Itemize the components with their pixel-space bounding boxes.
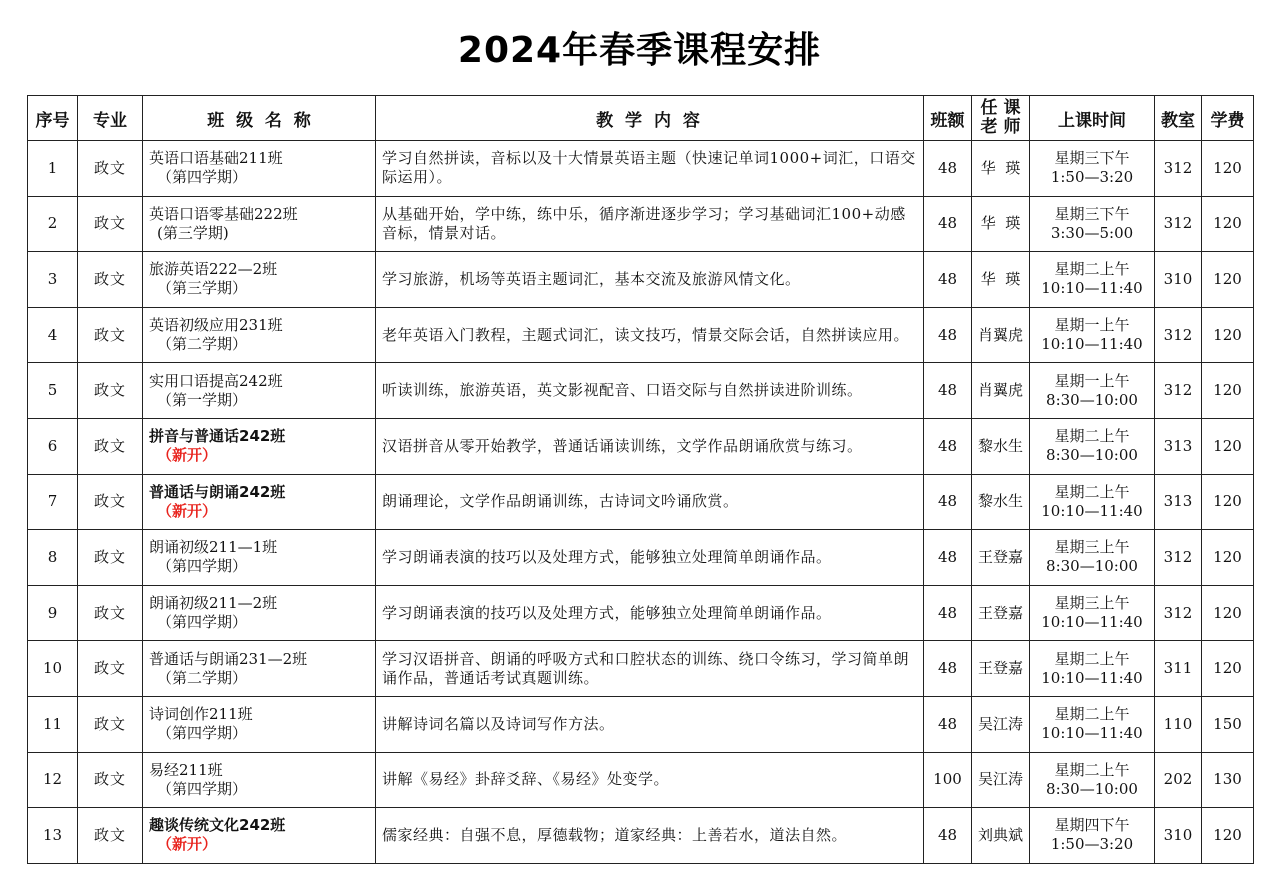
class-day: 星期三上午 — [1054, 538, 1130, 557]
cell-time — [1030, 752, 1155, 808]
class-hours: 10:10—11:40 — [1041, 724, 1143, 743]
cell-quota: 48 — [924, 307, 972, 363]
header-class-name: 班 级 名 称 — [143, 96, 376, 141]
cell-time — [1030, 696, 1155, 752]
cell-class-name — [143, 474, 376, 530]
table-row — [28, 141, 1254, 197]
class-day: 星期二上午 — [1054, 760, 1130, 779]
class-day: 星期二上午 — [1054, 260, 1130, 279]
header-room: 教室 — [1155, 96, 1202, 141]
cell-teacher: 王登嘉 — [972, 585, 1030, 641]
cell-teacher: 黎水生 — [972, 418, 1030, 474]
cell-quota: 48 — [924, 474, 972, 530]
cell-content: 学习旅游，机场等英语主题词汇，基本交流及旅游风情文化。 — [376, 252, 924, 308]
cell-time — [1030, 196, 1155, 252]
header-time: 上课时间 — [1030, 96, 1155, 141]
table-row — [28, 808, 1254, 864]
table-row — [28, 696, 1254, 752]
new-badge: （新开） — [157, 501, 218, 520]
class-term: （第一学期） — [157, 390, 248, 409]
cell-time — [1030, 252, 1155, 308]
cell-class-name — [143, 141, 376, 197]
cell-fee: 120 — [1202, 418, 1254, 474]
cell-class-name — [143, 641, 376, 697]
table-row — [28, 418, 1254, 474]
cell-fee: 130 — [1202, 752, 1254, 808]
cell-fee: 120 — [1202, 141, 1254, 197]
cell-teacher: 王登嘉 — [972, 641, 1030, 697]
cell-no: 11 — [28, 696, 78, 752]
class-day: 星期三下午 — [1054, 149, 1130, 168]
class-hours: 1:50—3:20 — [1050, 168, 1134, 187]
cell-room: 312 — [1155, 141, 1202, 197]
class-hours: 8:30—10:00 — [1046, 779, 1138, 798]
header-fee: 学费 — [1202, 96, 1254, 141]
cell-room: 312 — [1155, 585, 1202, 641]
cell-room: 310 — [1155, 808, 1202, 864]
class-name: 拼音与普通话242班 — [149, 427, 286, 446]
class-term: （第四学期） — [157, 613, 248, 632]
cell-teacher: 刘典斌 — [972, 808, 1030, 864]
cell-quota: 48 — [924, 696, 972, 752]
table-row — [28, 196, 1254, 252]
class-name: 旅游英语222—2班 — [149, 260, 278, 279]
class-hours: 8:30—10:00 — [1046, 390, 1138, 409]
class-term: (第三学期) — [157, 223, 229, 242]
cell-class-name — [143, 585, 376, 641]
cell-major: 政文 — [78, 418, 143, 474]
cell-quota: 48 — [924, 196, 972, 252]
cell-room: 313 — [1155, 418, 1202, 474]
header-quota: 班额 — [924, 96, 972, 141]
cell-content: 学习自然拼读，音标以及十大情景英语主题（快速记单词1000+词汇，口语交际运用）。 — [376, 141, 924, 197]
cell-room: 313 — [1155, 474, 1202, 530]
class-name: 普通话与朗诵242班 — [149, 482, 286, 501]
cell-time — [1030, 585, 1155, 641]
cell-quota: 48 — [924, 252, 972, 308]
table-row — [28, 307, 1254, 363]
cell-time — [1030, 474, 1155, 530]
cell-class-name — [143, 307, 376, 363]
table-row — [28, 474, 1254, 530]
cell-teacher: 黎水生 — [972, 474, 1030, 530]
cell-major: 政文 — [78, 474, 143, 530]
class-hours: 10:10—11:40 — [1041, 668, 1143, 687]
cell-room: 312 — [1155, 307, 1202, 363]
class-term: （第四学期） — [157, 557, 248, 576]
cell-major: 政文 — [78, 808, 143, 864]
cell-teacher: 吴江涛 — [972, 752, 1030, 808]
cell-quota: 48 — [924, 641, 972, 697]
cell-quota: 48 — [924, 418, 972, 474]
cell-no: 7 — [28, 474, 78, 530]
class-day: 星期二上午 — [1054, 427, 1130, 446]
cell-no: 5 — [28, 363, 78, 419]
cell-class-name — [143, 752, 376, 808]
class-term: （第四学期） — [157, 168, 248, 187]
cell-time — [1030, 530, 1155, 586]
cell-teacher: 肖翼虎 — [972, 363, 1030, 419]
cell-content: 朗诵理论，文学作品朗诵训练，古诗词文吟诵欣赏。 — [376, 474, 924, 530]
cell-content: 从基础开始，学中练，练中乐，循序渐进逐步学习；学习基础词汇100+动感音标，情景对话。 — [376, 196, 924, 252]
cell-teacher: 吴江涛 — [972, 696, 1030, 752]
cell-teacher: 肖翼虎 — [972, 307, 1030, 363]
cell-teacher: 华 瑛 — [972, 196, 1030, 252]
cell-class-name — [143, 696, 376, 752]
header-no: 序号 — [28, 96, 78, 141]
class-day: 星期二上午 — [1054, 649, 1130, 668]
class-day: 星期四下午 — [1054, 816, 1130, 835]
cell-major: 政文 — [78, 696, 143, 752]
cell-content: 儒家经典：自强不息，厚德载物；道家经典：上善若水，道法自然。 — [376, 808, 924, 864]
cell-major: 政文 — [78, 363, 143, 419]
cell-content: 讲解《易经》卦辞爻辞、《易经》处变学。 — [376, 752, 924, 808]
table-row — [28, 585, 1254, 641]
cell-teacher: 王登嘉 — [972, 530, 1030, 586]
cell-time — [1030, 363, 1155, 419]
class-day: 星期二上午 — [1054, 482, 1130, 501]
cell-content: 听读训练，旅游英语，英文影视配音、口语交际与自然拼读进阶训练。 — [376, 363, 924, 419]
cell-room: 312 — [1155, 530, 1202, 586]
class-hours: 1:50—3:20 — [1050, 835, 1134, 854]
cell-content: 老年英语入门教程，主题式词汇，读文技巧，情景交际会话，自然拼读应用。 — [376, 307, 924, 363]
cell-content: 学习朗诵表演的技巧以及处理方式，能够独立处理简单朗诵作品。 — [376, 530, 924, 586]
cell-no: 3 — [28, 252, 78, 308]
table-row — [28, 252, 1254, 308]
cell-no: 12 — [28, 752, 78, 808]
cell-room: 312 — [1155, 363, 1202, 419]
class-day: 星期二上午 — [1054, 705, 1130, 724]
cell-class-name — [143, 363, 376, 419]
class-hours: 8:30—10:00 — [1046, 557, 1138, 576]
cell-major: 政文 — [78, 307, 143, 363]
cell-teacher: 华 瑛 — [972, 141, 1030, 197]
class-term: （第四学期） — [157, 779, 248, 798]
cell-class-name — [143, 530, 376, 586]
cell-fee: 150 — [1202, 696, 1254, 752]
cell-major: 政文 — [78, 141, 143, 197]
cell-room: 311 — [1155, 641, 1202, 697]
cell-class-name — [143, 252, 376, 308]
class-hours: 3:30—5:00 — [1050, 223, 1134, 242]
class-name: 实用口语提高242班 — [149, 371, 283, 390]
class-name: 英语口语零基础222班 — [149, 204, 298, 223]
cell-no: 10 — [28, 641, 78, 697]
class-name: 朗诵初级211—1班 — [149, 538, 278, 557]
new-badge: （新开） — [157, 835, 218, 854]
cell-class-name — [143, 418, 376, 474]
class-term: （第三学期） — [157, 279, 248, 298]
cell-no: 8 — [28, 530, 78, 586]
course-schedule-table — [27, 95, 1254, 864]
page-title: 2024年春季课程安排 — [457, 30, 822, 71]
cell-major: 政文 — [78, 530, 143, 586]
cell-content: 汉语拼音从零开始教学，普通话诵读训练，文学作品朗诵欣赏与练习。 — [376, 418, 924, 474]
cell-no: 9 — [28, 585, 78, 641]
cell-room: 312 — [1155, 196, 1202, 252]
cell-time — [1030, 418, 1155, 474]
cell-fee: 120 — [1202, 307, 1254, 363]
cell-content: 学习朗诵表演的技巧以及处理方式，能够独立处理简单朗诵作品。 — [376, 585, 924, 641]
cell-fee: 120 — [1202, 252, 1254, 308]
table-row — [28, 752, 1254, 808]
cell-fee: 120 — [1202, 363, 1254, 419]
header-teacher — [972, 96, 1030, 141]
class-name: 普通话与朗诵231—2班 — [149, 649, 308, 668]
cell-class-name — [143, 196, 376, 252]
cell-major: 政文 — [78, 641, 143, 697]
class-hours: 10:10—11:40 — [1041, 613, 1143, 632]
cell-class-name — [143, 808, 376, 864]
cell-no: 1 — [28, 141, 78, 197]
class-hours: 10:10—11:40 — [1041, 335, 1143, 354]
class-day: 星期一上午 — [1054, 316, 1130, 335]
cell-major: 政文 — [78, 196, 143, 252]
class-day: 星期一上午 — [1054, 371, 1130, 390]
class-name: 趣谈传统文化242班 — [149, 816, 286, 835]
cell-fee: 120 — [1202, 641, 1254, 697]
cell-fee: 120 — [1202, 474, 1254, 530]
cell-major: 政文 — [78, 585, 143, 641]
new-badge: （新开） — [157, 446, 218, 465]
cell-quota: 48 — [924, 530, 972, 586]
class-hours: 10:10—11:40 — [1041, 501, 1143, 520]
cell-quota: 48 — [924, 363, 972, 419]
class-day: 星期三下午 — [1054, 204, 1130, 223]
cell-room: 110 — [1155, 696, 1202, 752]
cell-time — [1030, 641, 1155, 697]
class-name: 英语初级应用231班 — [149, 316, 283, 335]
cell-no: 6 — [28, 418, 78, 474]
class-term: （第四学期） — [157, 724, 248, 743]
cell-major: 政文 — [78, 252, 143, 308]
cell-quota: 100 — [924, 752, 972, 808]
class-name: 诗词创作211班 — [149, 705, 253, 724]
cell-no: 13 — [28, 808, 78, 864]
header-content: 教 学 内 容 — [376, 96, 924, 141]
class-hours: 10:10—11:40 — [1041, 279, 1143, 298]
table-row — [28, 363, 1254, 419]
header-teacher-line2: 老 师 — [980, 117, 1021, 137]
cell-quota: 48 — [924, 141, 972, 197]
cell-content: 学习汉语拼音、朗诵的呼吸方式和口腔状态的训练、绕口令练习，学习简单朗诵作品，普通话考试真题训练。 — [376, 641, 924, 697]
cell-quota: 48 — [924, 585, 972, 641]
cell-time — [1030, 141, 1155, 197]
class-hours: 8:30—10:00 — [1046, 446, 1138, 465]
cell-time — [1030, 307, 1155, 363]
class-term: （第二学期） — [157, 668, 248, 687]
header-major: 专业 — [78, 96, 143, 141]
cell-fee: 120 — [1202, 808, 1254, 864]
class-term: （第二学期） — [157, 335, 248, 354]
cell-teacher: 华 瑛 — [972, 252, 1030, 308]
class-day: 星期三上午 — [1054, 594, 1130, 613]
cell-fee: 120 — [1202, 530, 1254, 586]
cell-room: 202 — [1155, 752, 1202, 808]
table-row — [28, 641, 1254, 697]
cell-content: 讲解诗词名篇以及诗词写作方法。 — [376, 696, 924, 752]
cell-no: 4 — [28, 307, 78, 363]
table-row — [28, 530, 1254, 586]
cell-no: 2 — [28, 196, 78, 252]
class-name: 朗诵初级211—2班 — [149, 594, 278, 613]
class-name: 英语口语基础211班 — [149, 149, 283, 168]
header-teacher-line1: 任 课 — [980, 98, 1021, 118]
cell-major: 政文 — [78, 752, 143, 808]
class-name: 易经211班 — [149, 760, 223, 779]
header-row — [28, 96, 1254, 141]
cell-time — [1030, 808, 1155, 864]
cell-quota: 48 — [924, 808, 972, 864]
cell-room: 310 — [1155, 252, 1202, 308]
cell-fee: 120 — [1202, 585, 1254, 641]
cell-fee: 120 — [1202, 196, 1254, 252]
